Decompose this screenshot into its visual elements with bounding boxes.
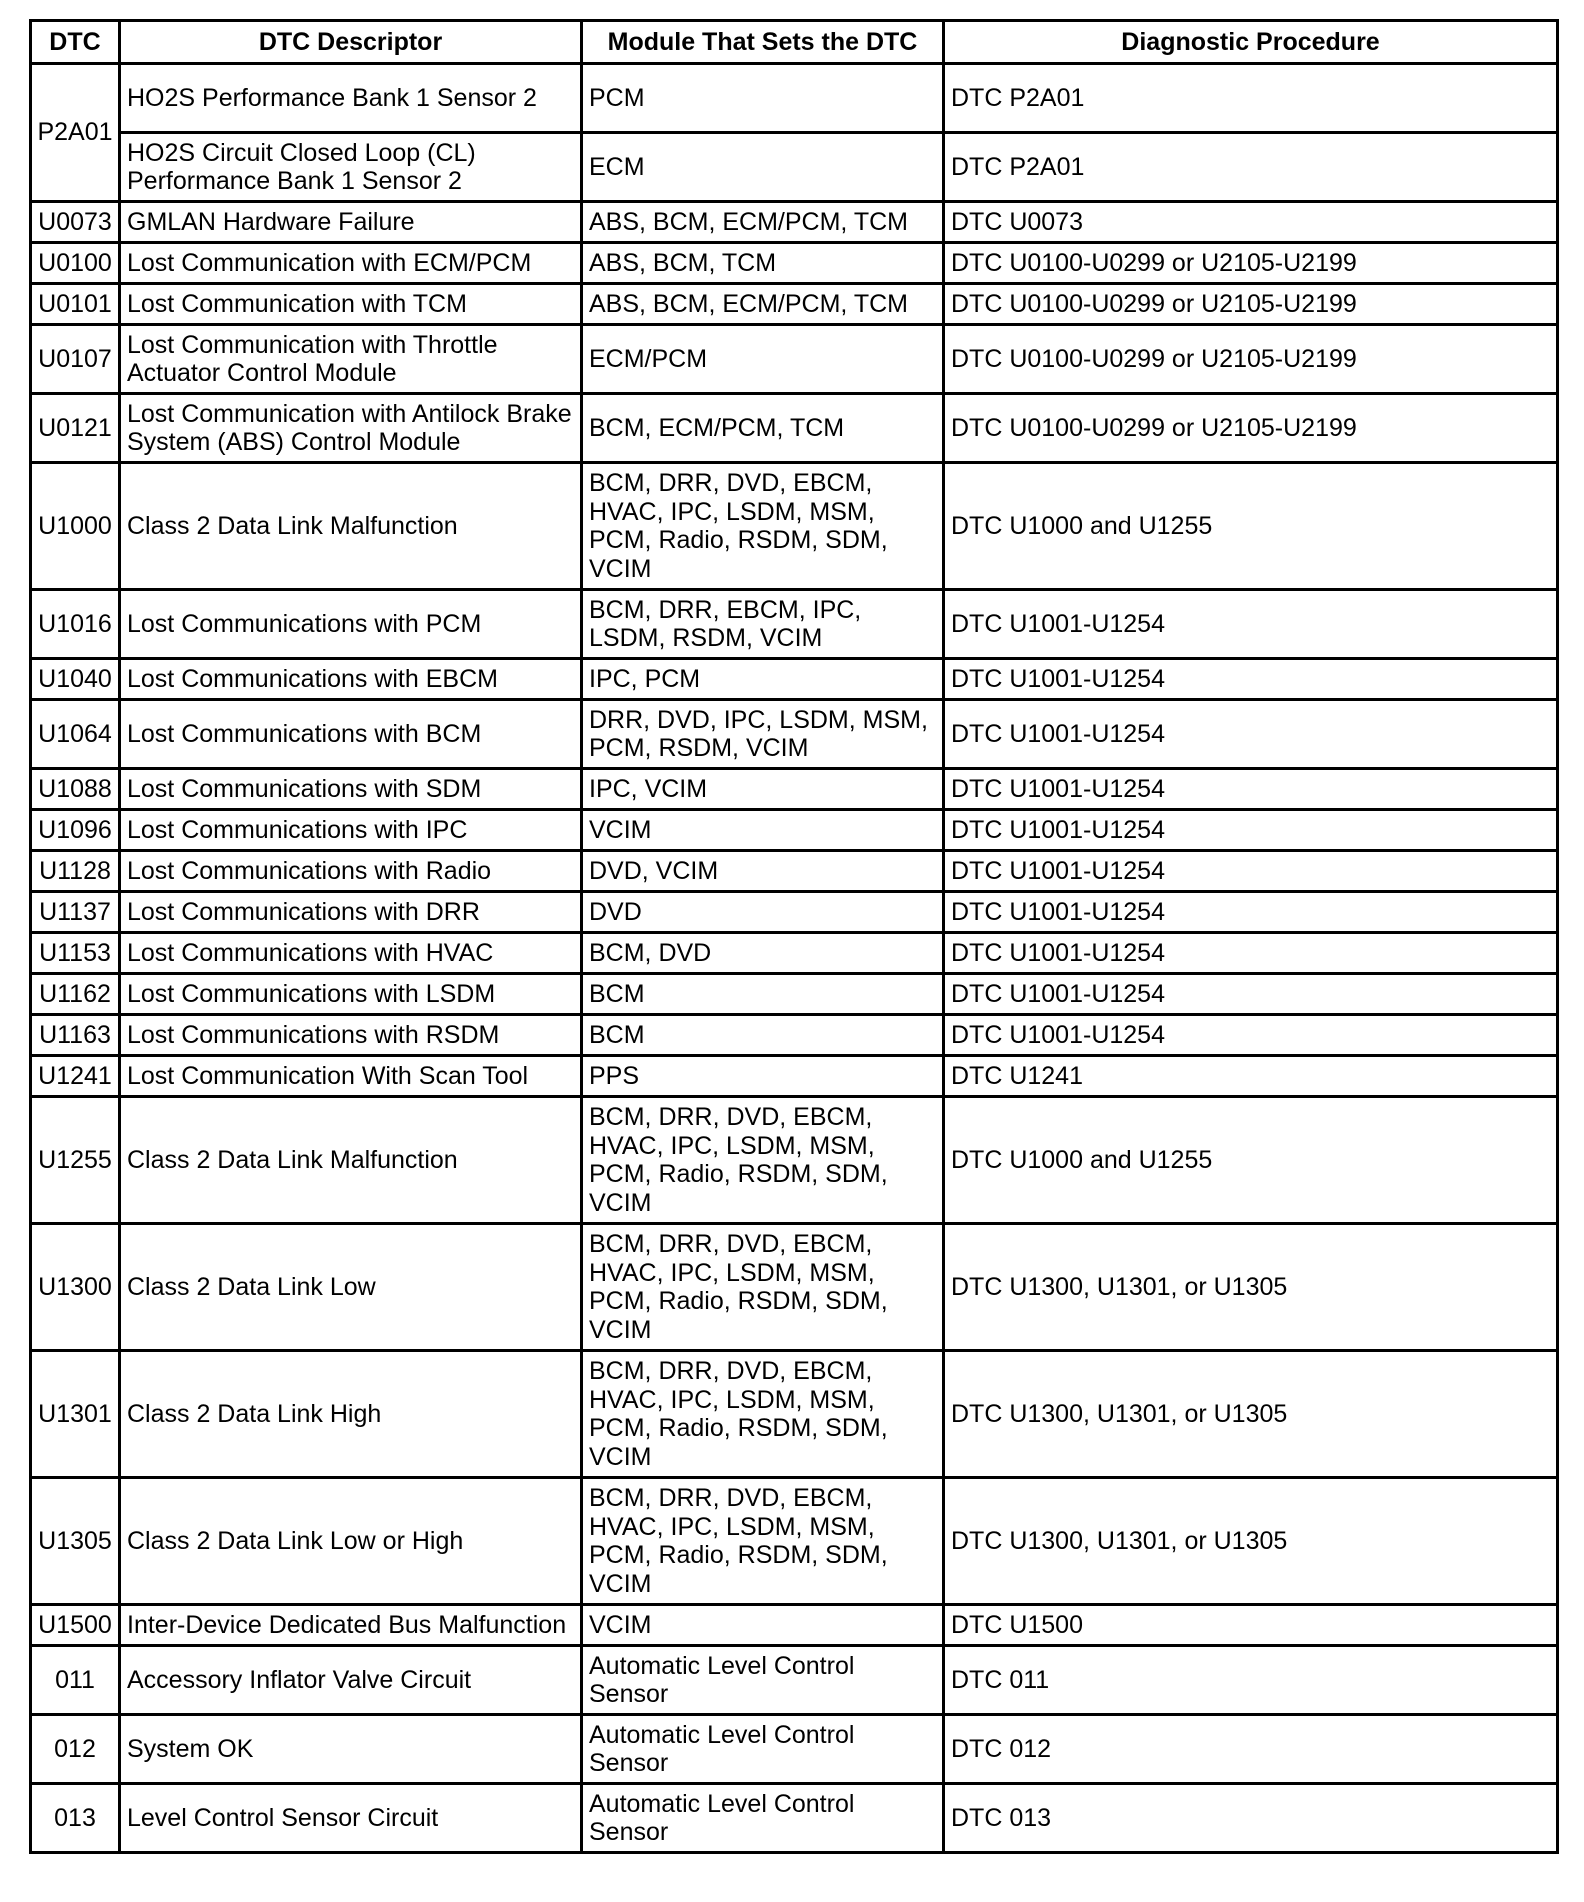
module-cell: BCM, DVD [582, 933, 944, 974]
header-module: Module That Sets the DTC [582, 21, 944, 64]
descriptor-cell: Lost Communications with EBCM [120, 659, 582, 700]
procedure-cell: DTC U0100-U0299 or U2105-U2199 [944, 394, 1558, 463]
procedure-cell: DTC U1300, U1301, or U1305 [944, 1351, 1558, 1478]
dtc-cell: U0101 [31, 284, 120, 325]
module-cell: BCM, DRR, DVD, EBCM, HVAC, IPC, LSDM, MSM, PCM, Radio, RSDM, SDM, VCIM [582, 1097, 944, 1224]
table-row [31, 133, 1558, 202]
procedure-cell: DTC U1241 [944, 1056, 1558, 1097]
descriptor-cell: Lost Communications with SDM [120, 769, 582, 810]
dtc-cell: U1064 [31, 700, 120, 769]
module-cell: BCM [582, 1015, 944, 1056]
descriptor-cell: GMLAN Hardware Failure [120, 202, 582, 243]
dtc-cell: U0121 [31, 394, 120, 463]
descriptor-cell: Lost Communications with BCM [120, 700, 582, 769]
table-row [31, 810, 1558, 851]
module-cell: BCM, DRR, DVD, EBCM, HVAC, IPC, LSDM, MSM, PCM, Radio, RSDM, SDM, VCIM [582, 1351, 944, 1478]
module-cell: DVD [582, 892, 944, 933]
procedure-cell: DTC 013 [944, 1784, 1558, 1853]
procedure-cell: DTC U1300, U1301, or U1305 [944, 1478, 1558, 1605]
module-cell: Automatic Level Control Sensor [582, 1646, 944, 1715]
dtc-cell: U1137 [31, 892, 120, 933]
procedure-cell: DTC U1001-U1254 [944, 810, 1558, 851]
procedure-cell: DTC U1001-U1254 [944, 892, 1558, 933]
descriptor-cell: Lost Communication With Scan Tool [120, 1056, 582, 1097]
procedure-cell: DTC U1300, U1301, or U1305 [944, 1224, 1558, 1351]
dtc-cell: 012 [31, 1715, 120, 1784]
dtc-cell: U1000 [31, 463, 120, 590]
table-row [31, 892, 1558, 933]
module-cell: PPS [582, 1056, 944, 1097]
dtc-cell: U1128 [31, 851, 120, 892]
descriptor-cell: Class 2 Data Link Malfunction [120, 463, 582, 590]
table-row [31, 1056, 1558, 1097]
module-cell: BCM [582, 974, 944, 1015]
module-cell: ABS, BCM, TCM [582, 243, 944, 284]
procedure-cell: DTC U1001-U1254 [944, 1015, 1558, 1056]
dtc-cell: U1153 [31, 933, 120, 974]
procedure-cell: DTC U1001-U1254 [944, 590, 1558, 659]
descriptor-cell: System OK [120, 1715, 582, 1784]
descriptor-cell: Class 2 Data Link Malfunction [120, 1097, 582, 1224]
procedure-cell: DTC U1001-U1254 [944, 933, 1558, 974]
dtc-cell: U1088 [31, 769, 120, 810]
table-row [31, 284, 1558, 325]
module-cell: ECM [582, 133, 944, 202]
procedure-cell: DTC U1000 and U1255 [944, 1097, 1558, 1224]
module-cell: Automatic Level Control Sensor [582, 1715, 944, 1784]
dtc-cell: U0107 [31, 325, 120, 394]
module-cell: ABS, BCM, ECM/PCM, TCM [582, 284, 944, 325]
dtc-table [29, 19, 1559, 1854]
table-row [31, 463, 1558, 590]
procedure-cell: DTC 011 [944, 1646, 1558, 1715]
dtc-cell: U1016 [31, 590, 120, 659]
procedure-cell: DTC U0100-U0299 or U2105-U2199 [944, 284, 1558, 325]
table-row [31, 1478, 1558, 1605]
descriptor-cell: Class 2 Data Link Low [120, 1224, 582, 1351]
module-cell: DRR, DVD, IPC, LSDM, MSM, PCM, RSDM, VCIM [582, 700, 944, 769]
dtc-cell: U0073 [31, 202, 120, 243]
module-cell: PCM [582, 64, 944, 133]
module-cell: DVD, VCIM [582, 851, 944, 892]
table-row [31, 325, 1558, 394]
procedure-cell: DTC U1001-U1254 [944, 974, 1558, 1015]
table-row [31, 769, 1558, 810]
dtc-cell: U1301 [31, 1351, 120, 1478]
module-cell: VCIM [582, 1605, 944, 1646]
descriptor-cell: Accessory Inflator Valve Circuit [120, 1646, 582, 1715]
procedure-cell: DTC U0100-U0299 or U2105-U2199 [944, 243, 1558, 284]
descriptor-cell: Lost Communication with Throttle Actuator Control Module [120, 325, 582, 394]
procedure-cell: DTC U1001-U1254 [944, 659, 1558, 700]
procedure-cell: DTC U1001-U1254 [944, 700, 1558, 769]
dtc-cell: U1300 [31, 1224, 120, 1351]
table-row [31, 1015, 1558, 1056]
table-row [31, 1351, 1558, 1478]
module-cell: BCM, DRR, EBCM, IPC, LSDM, RSDM, VCIM [582, 590, 944, 659]
procedure-cell: DTC P2A01 [944, 133, 1558, 202]
dtc-cell: 013 [31, 1784, 120, 1853]
table-row [31, 590, 1558, 659]
dtc-cell: U1040 [31, 659, 120, 700]
table-row [31, 700, 1558, 769]
header-dtc: DTC [31, 21, 120, 64]
table-row [31, 851, 1558, 892]
module-cell: VCIM [582, 810, 944, 851]
module-cell: BCM, DRR, DVD, EBCM, HVAC, IPC, LSDM, MSM, PCM, Radio, RSDM, SDM, VCIM [582, 1224, 944, 1351]
table-row [31, 1646, 1558, 1715]
table-row [31, 1605, 1558, 1646]
module-cell: Automatic Level Control Sensor [582, 1784, 944, 1853]
descriptor-cell: Lost Communications with DRR [120, 892, 582, 933]
table-row [31, 243, 1558, 284]
descriptor-cell: Lost Communication with Antilock Brake System (ABS) Control Module [120, 394, 582, 463]
descriptor-cell: Class 2 Data Link High [120, 1351, 582, 1478]
descriptor-cell: Lost Communications with HVAC [120, 933, 582, 974]
descriptor-cell: Class 2 Data Link Low or High [120, 1478, 582, 1605]
descriptor-cell: Lost Communication with ECM/PCM [120, 243, 582, 284]
descriptor-cell: Lost Communications with Radio [120, 851, 582, 892]
descriptor-cell: Level Control Sensor Circuit [120, 1784, 582, 1853]
descriptor-cell: HO2S Circuit Closed Loop (CL) Performance Bank 1 Sensor 2 [120, 133, 582, 202]
dtc-cell: P2A01 [31, 64, 120, 202]
header-procedure: Diagnostic Procedure [944, 21, 1558, 64]
module-cell: IPC, VCIM [582, 769, 944, 810]
table-header [31, 21, 1558, 64]
table-body [31, 64, 1558, 1853]
table-row [31, 202, 1558, 243]
dtc-cell: U1096 [31, 810, 120, 851]
descriptor-cell: Inter-Device Dedicated Bus Malfunction [120, 1605, 582, 1646]
module-cell: ECM/PCM [582, 325, 944, 394]
descriptor-cell: Lost Communications with PCM [120, 590, 582, 659]
table-row [31, 974, 1558, 1015]
module-cell: BCM, DRR, DVD, EBCM, HVAC, IPC, LSDM, MSM, PCM, Radio, RSDM, SDM, VCIM [582, 1478, 944, 1605]
procedure-cell: DTC U1000 and U1255 [944, 463, 1558, 590]
module-cell: BCM, ECM/PCM, TCM [582, 394, 944, 463]
procedure-cell: DTC U1500 [944, 1605, 1558, 1646]
procedure-cell: DTC U0100-U0299 or U2105-U2199 [944, 325, 1558, 394]
table-row [31, 1715, 1558, 1784]
module-cell: ABS, BCM, ECM/PCM, TCM [582, 202, 944, 243]
module-cell: IPC, PCM [582, 659, 944, 700]
table-row [31, 1784, 1558, 1853]
module-cell: BCM, DRR, DVD, EBCM, HVAC, IPC, LSDM, MSM, PCM, Radio, RSDM, SDM, VCIM [582, 463, 944, 590]
table-row [31, 1224, 1558, 1351]
dtc-cell: U1255 [31, 1097, 120, 1224]
header-descriptor: DTC Descriptor [120, 21, 582, 64]
dtc-cell: U1305 [31, 1478, 120, 1605]
procedure-cell: DTC 012 [944, 1715, 1558, 1784]
procedure-cell: DTC U0073 [944, 202, 1558, 243]
descriptor-cell: Lost Communications with RSDM [120, 1015, 582, 1056]
dtc-cell: U1162 [31, 974, 120, 1015]
table-row [31, 394, 1558, 463]
dtc-cell: U1500 [31, 1605, 120, 1646]
dtc-cell: 011 [31, 1646, 120, 1715]
table-row [31, 64, 1558, 133]
descriptor-cell: Lost Communication with TCM [120, 284, 582, 325]
descriptor-cell: Lost Communications with IPC [120, 810, 582, 851]
descriptor-cell: HO2S Performance Bank 1 Sensor 2 [120, 64, 582, 133]
table-row [31, 933, 1558, 974]
procedure-cell: DTC U1001-U1254 [944, 769, 1558, 810]
descriptor-cell: Lost Communications with LSDM [120, 974, 582, 1015]
dtc-cell: U0100 [31, 243, 120, 284]
procedure-cell: DTC U1001-U1254 [944, 851, 1558, 892]
table-row [31, 659, 1558, 700]
procedure-cell: DTC P2A01 [944, 64, 1558, 133]
dtc-cell: U1163 [31, 1015, 120, 1056]
dtc-cell: U1241 [31, 1056, 120, 1097]
table-row [31, 1097, 1558, 1224]
